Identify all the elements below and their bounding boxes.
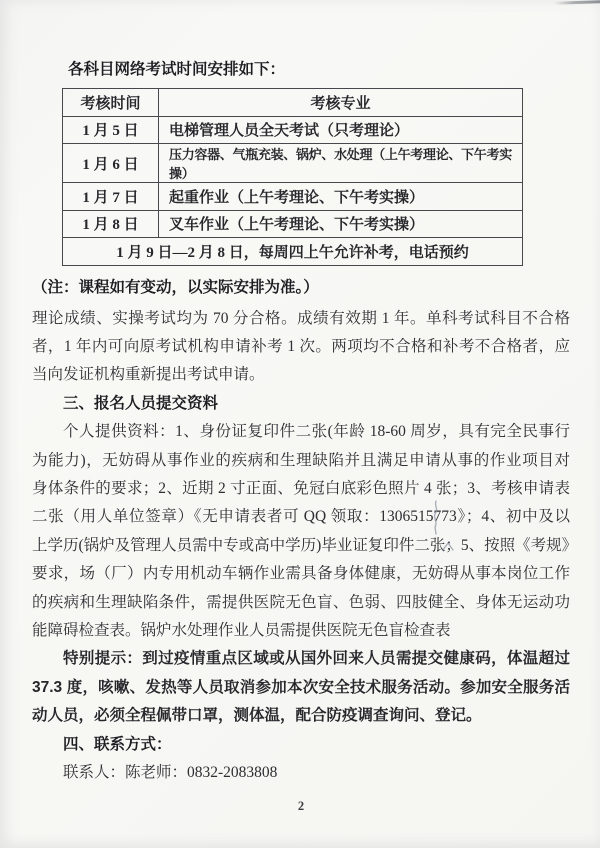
- paragraph-line: 特别提示：到过疫情重点区域或从国外回来人员需提交健康码，体温超过: [63, 650, 570, 668]
- page-number: 2: [297, 799, 305, 814]
- paragraph-line: 为能力)，无妨碍从事作业的疾病和生理缺陷并且满足申请从事的作业项目对: [32, 451, 570, 469]
- header-exam-time: 考核时间: [63, 89, 159, 117]
- paragraph-line: 身体条件的要求；2、近期 2 寸正面、免冠白底彩色照片 4 张；3、考核申请表: [32, 479, 570, 497]
- table-footer-row: [63, 238, 523, 266]
- covid-special-notice-paragraph: [32, 645, 570, 730]
- paragraph-line: 要求，场（厂）内专用机动车辆作业需具备身体健康，无妨碍从事本岗位工作: [32, 565, 570, 583]
- exam-subject: 电梯管理人员全天考试（只考理论）: [159, 116, 523, 144]
- results-paragraph: [32, 305, 570, 390]
- paragraph-line: 的疾病和生理缺陷条件，需提供医院无色盲、色弱、四肢健全、身体无运动功: [32, 593, 570, 611]
- schedule-change-note: （注：课程如有变动，以实际安排为准。）: [32, 278, 319, 296]
- application-materials-paragraph: [32, 418, 578, 645]
- pen-mark-squiggle-icon: [430, 500, 442, 536]
- paragraph-line: 个人提供资料：1、身份证复印件二张(年龄 18-60 周岁，具有完全民事行: [63, 423, 570, 441]
- table-row: [63, 183, 523, 211]
- header-exam-subject: 考核专业: [159, 89, 523, 117]
- table-row: [63, 210, 523, 238]
- exam-subject: 压力容器、气瓶充装、锅炉、水处理（上午考理论、下午考实操）: [159, 144, 523, 183]
- section-four-heading: 四、联系方式：: [63, 735, 172, 753]
- contact-person-line: 联系人：陈老师：0832-2083808: [63, 764, 278, 781]
- paragraph-line: 理论成绩、实操考试均为 70 分合格。成绩有效期 1 年。单科考试科目不合格: [32, 309, 570, 327]
- exam-date: 1 月 7 日: [63, 183, 159, 211]
- table-header-row: [63, 89, 523, 117]
- paragraph-line: 者，1 年内可向原考试机构申请补考 1 次。两项均不合格和补考不合格者，应: [32, 337, 570, 355]
- paragraph-line: 二张（用人单位签章）《无申请表者可 QQ 领取：1306515773》；4、初中及以: [32, 508, 570, 526]
- pen-mark-caret-icon: [441, 541, 455, 551]
- paragraph-line: 当向发证机构重新提出考试申请。: [32, 366, 265, 384]
- table-row: [63, 144, 523, 183]
- exam-subject: 起重作业（上午考理论、下午考实操）: [159, 183, 523, 211]
- paragraph-line: 37.3 度，咳嗽、发热等人员取消参加本次安全技术服务活动。参加安全服务活: [32, 678, 570, 696]
- exam-date: 1 月 6 日: [63, 144, 159, 183]
- paragraph-line: 动人员，必须全程佩带口罩，测体温，配合防疫调查询问、登记。: [32, 707, 482, 725]
- section-three-heading: 三、报名人员提交资料: [63, 394, 219, 412]
- exam-date: 1 月 5 日: [63, 116, 159, 144]
- intro-heading: 各科目网络考试时间安排如下：: [68, 61, 286, 78]
- scan-artifact-smudge: [554, 0, 600, 5]
- exam-subject: 叉车作业（上午考理论、下午考实操）: [159, 210, 523, 238]
- exam-schedule-table: [62, 88, 523, 266]
- table-row: [63, 116, 523, 144]
- paragraph-line: 上学历(锅炉及管理人员需中专或高中学历)毕业证复印件二张；5、按照《考规》: [32, 536, 578, 554]
- exam-date: 1 月 8 日: [63, 210, 159, 238]
- paragraph-line: 能障碍检查表。锅炉水处理作业人员需提供医院无色盲检查表: [32, 621, 451, 639]
- makeup-exam-note: 1 月 9 日—2 月 8 日，每周四上午允许补考，电话预约: [63, 238, 523, 266]
